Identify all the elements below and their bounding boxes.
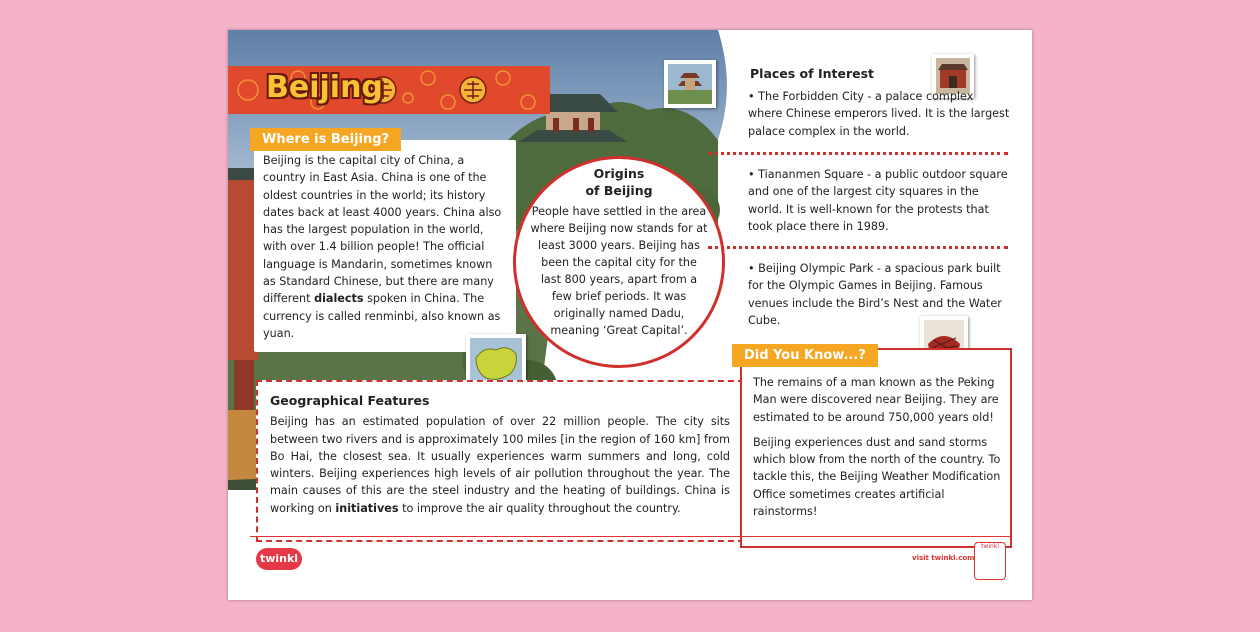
visit-link[interactable]: visit twinkl.com (912, 554, 975, 562)
geo-keyword: initiatives (335, 501, 399, 515)
geo-text-part1: Beijing has an estimated population of over 22 million people. The city sits between two rivers and is approximately 100 miles [in the region of 160 km] from Bo Hai, the closest sea. It usually experiences warm summers and long, cold winters. Beijing experiences high levels of air pollution throughout the year. The main causes of this are the steel industry and the heating of buildings. China is working on (270, 415, 730, 515)
origins-circle (513, 156, 725, 368)
resource-sheet (228, 30, 1032, 600)
title-banner (228, 66, 550, 114)
pagoda-image-icon (668, 64, 712, 104)
origins-text: People have settled in the area where Beijing now stands for at least 3000 years. Beijing has been the capital city for the last 800 years, apart from a few brief periods. It was originally named Dadu, meaning ‘Great Capital’. (530, 205, 708, 337)
dyk-text-2: Beijing experiences dust and sand storms which blow from the north of the country. To tackle this, the Beijing Weather Modification Office sometimes creates artificial rainstorms! (753, 435, 1001, 519)
origins-heading-line1: Origins (593, 166, 645, 181)
place-olympic-park: • Beijing Olympic Park - a spacious park built for the Olympic Games in Beijing. Famous venues include the Bird’s Nest and the Water Cube. (748, 262, 1002, 327)
origins-heading-line2: of Beijing (585, 183, 653, 198)
where-text-part1: Beijing is the capital city of China, a country in East Asia. China is one of the oldest countries in the world; its history dates back at least 4000 years. China also has the largest population in the world, with over 1.4 billion people! The official language is Mandarin, sometimes known as Standard Chinese, but there are many different (263, 154, 502, 306)
place-tiananmen-square: • Tiananmen Square - a public outdoor square and one of the largest city squares in the world. It is well-known for the protests that took place there in 1989. (748, 168, 1008, 233)
places-heading: Places of Interest (750, 66, 874, 81)
where-heading-tab: Where is Beijing? (250, 128, 401, 151)
where-text (263, 152, 507, 342)
geographical-features-box (256, 380, 744, 542)
twinkl-badge (974, 542, 1006, 580)
where-is-beijing-box (254, 140, 516, 352)
where-keyword: dialects (314, 292, 364, 306)
geo-text-part2: to improve the air quality throughout the country. (398, 501, 681, 515)
divider-1 (708, 152, 1008, 155)
where-text-part2: spoken in China. The currency is called renminbi, also known as yuan. (263, 292, 501, 340)
page-title: Beijing (266, 70, 383, 105)
geo-text (270, 413, 730, 517)
badge-text: twinkl (981, 543, 999, 550)
place-forbidden-city: • The Forbidden City - a palace complex where Chinese emperors lived. It is the largest palace complex in the world. (748, 90, 1010, 138)
shou-symbol-icon-2 (460, 77, 486, 103)
origins-heading (516, 165, 722, 199)
pagoda-photo (664, 60, 716, 108)
divider-2 (708, 246, 1008, 249)
did-you-know-heading-tab: Did You Know...? (732, 344, 878, 367)
footer-divider (250, 536, 1010, 537)
twinkl-logo: twinkl (256, 548, 302, 570)
dyk-text-1: The remains of a man known as the Peking Man were discovered near Beijing. They are estimated to be around 750,000 years old! (753, 376, 999, 424)
did-you-know-box (740, 348, 1012, 548)
geo-heading: Geographical Features (270, 393, 430, 408)
